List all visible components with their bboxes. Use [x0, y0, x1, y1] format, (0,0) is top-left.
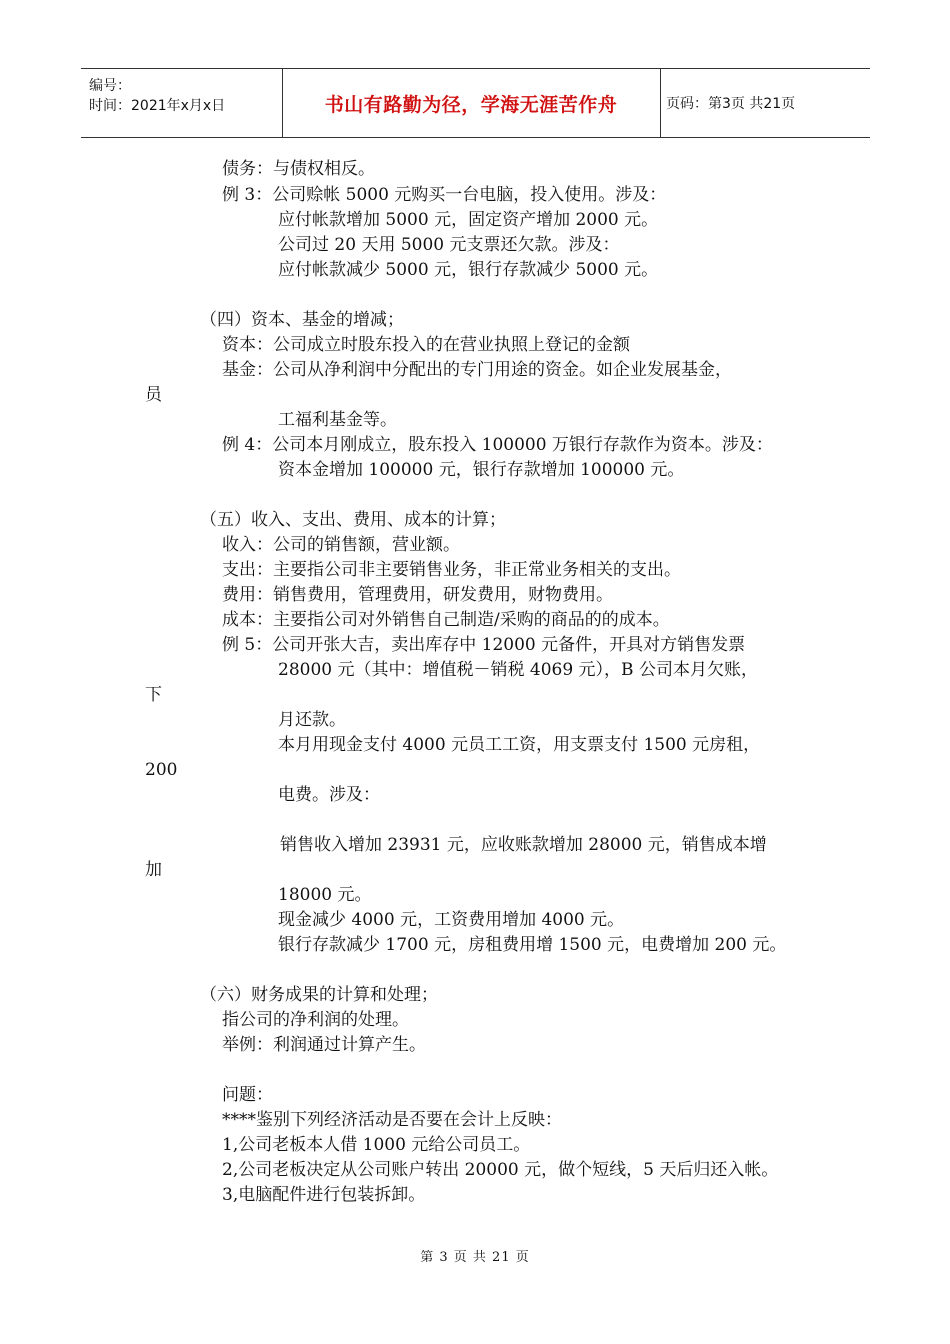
text-line: 28000 元（其中：增值税－销税 4069 元），B 公司本月欠账， — [278, 660, 758, 680]
text-line: 1,公司老板本人借 1000 元给公司员工。 — [222, 1135, 531, 1155]
header-motto: 书山有路勤为径，学海无涯苦作舟 — [324, 93, 618, 116]
text-line: 18000 元。 — [278, 885, 372, 905]
text-line: ****鉴别下列经济活动是否要在会计上反映： — [222, 1110, 562, 1130]
text-line: 员 — [145, 385, 162, 405]
text-line: 例 3：公司赊帐 5000 元购买一台电脑，投入使用。涉及： — [222, 185, 667, 205]
text-line: 例 4：公司本月刚成立，股东投入 100000 万银行存款作为资本。涉及： — [222, 435, 773, 455]
text-line: （四）资本、基金的增减； — [200, 310, 404, 330]
text-line: 销售收入增加 23931 元，应收账款增加 28000 元，销售成本增 — [280, 835, 767, 855]
text-line: 银行存款减少 1700 元，房租费用增 1500 元，电费增加 200 元。 — [278, 935, 787, 955]
text-line: 指公司的净利润的处理。 — [222, 1010, 409, 1030]
text-line: 加 — [145, 860, 162, 880]
document-date-label: 时间：2021年x月x日 — [89, 98, 226, 114]
text-line: 3,电脑配件进行包装拆卸。 — [222, 1185, 426, 1205]
text-line: 支出：主要指公司非主要销售业务，非正常业务相关的支出。 — [222, 560, 681, 580]
document-number-label: 编号： — [89, 78, 131, 94]
text-line: 下 — [145, 685, 162, 705]
text-line: 资本金增加 100000 元，银行存款增加 100000 元。 — [278, 460, 685, 480]
text-line: 工福利基金等。 — [278, 410, 397, 430]
header-page-cell — [660, 69, 870, 137]
text-line: 电费。涉及： — [278, 785, 380, 805]
header-page-code: 页码：第3页 共21页 — [666, 96, 796, 112]
text-line: 资本：公司成立时股东投入的在营业执照上登记的金额 — [222, 335, 630, 355]
text-line: 本月用现金支付 4000 元员工工资，用支票支付 1500 元房租， — [278, 735, 761, 755]
text-line: 现金减少 4000 元，工资费用增加 4000 元。 — [278, 910, 625, 930]
text-line: 成本：主要指公司对外销售自己制造/采购的商品的的成本。 — [222, 610, 670, 630]
text-line: 问题： — [222, 1085, 273, 1105]
text-line: 200 — [145, 760, 178, 780]
text-line: 基金：公司从净利润中分配出的专门用途的资金。如企业发展基金， — [222, 360, 732, 380]
text-line: 收入：公司的销售额，营业额。 — [222, 535, 460, 555]
text-line: 举例：利润通过计算产生。 — [222, 1035, 426, 1055]
text-line: 应付帐款增加 5000 元，固定资产增加 2000 元。 — [278, 210, 659, 230]
text-line: 应付帐款减少 5000 元，银行存款减少 5000 元。 — [278, 260, 659, 280]
text-line: 债务：与债权相反。 — [222, 159, 375, 179]
text-line: 费用：销售费用，管理费用，研发费用，财物费用。 — [222, 585, 613, 605]
text-line: 例 5：公司开张大吉，卖出库存中 12000 元备件，开具对方销售发票 — [222, 635, 746, 655]
text-line: 月还款。 — [278, 710, 346, 730]
text-line: （六）财务成果的计算和处理； — [200, 985, 438, 1005]
text-line: （五）收入、支出、费用、成本的计算； — [200, 510, 506, 530]
text-line: 2,公司老板决定从公司账户转出 20000 元，做个短线，5 天后归还入帐。 — [222, 1160, 779, 1180]
page-header — [81, 68, 870, 138]
text-line: 公司过 20 天用 5000 元支票还欠款。涉及： — [278, 235, 620, 255]
header-motto-cell — [282, 69, 661, 137]
page-footer: 第 3 页 共 21 页 — [420, 1250, 530, 1265]
header-info-cell — [81, 69, 283, 137]
